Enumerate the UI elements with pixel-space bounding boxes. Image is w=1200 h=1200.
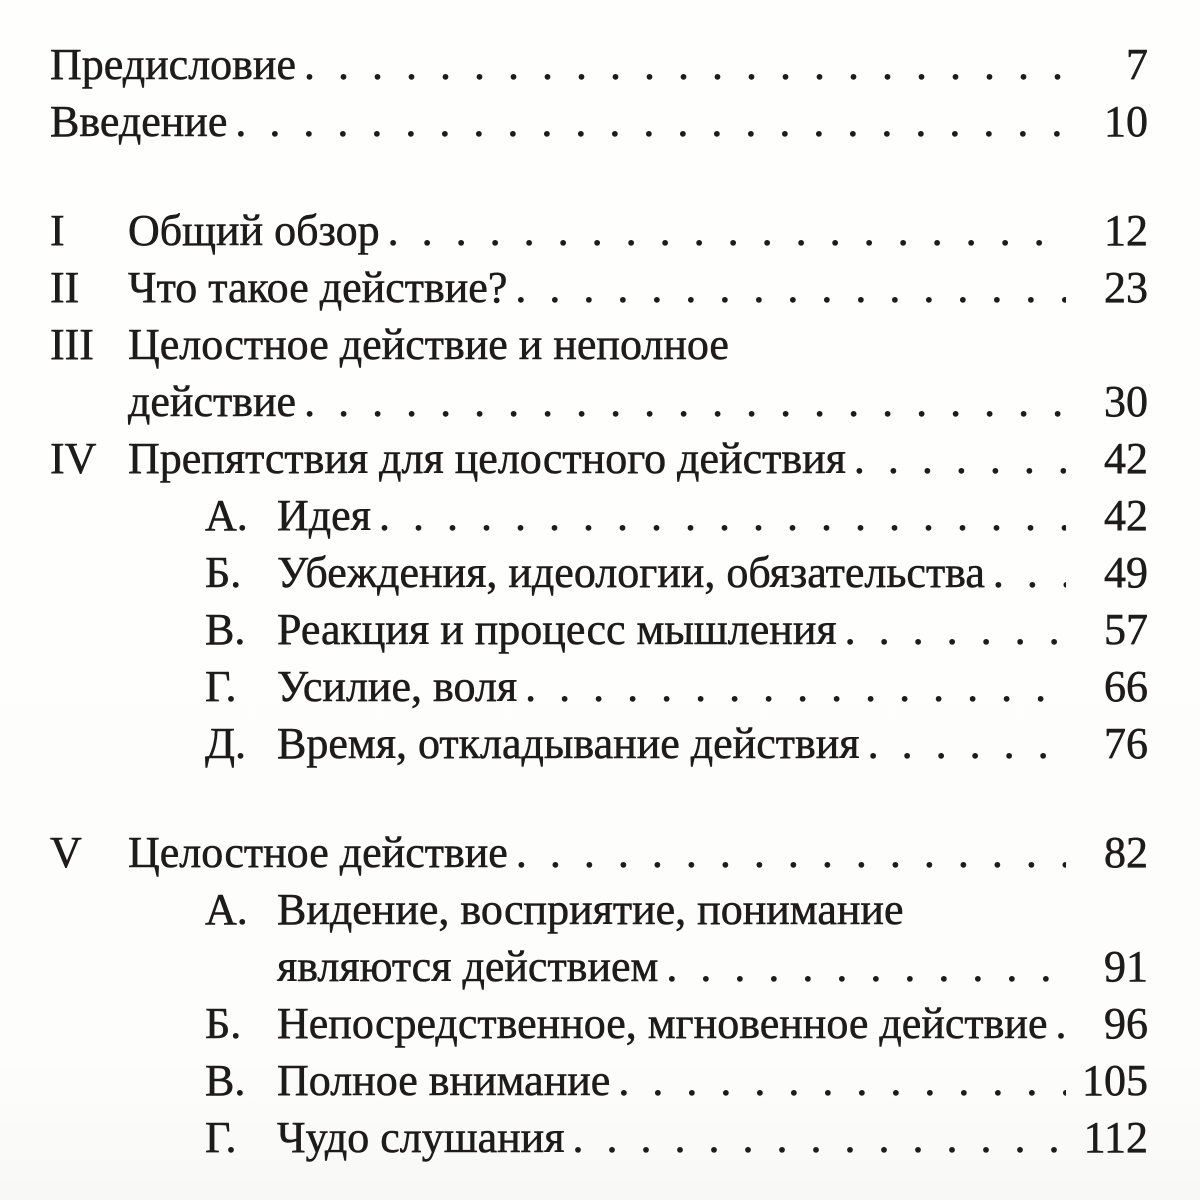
toc-row-ch4-d (50, 715, 1148, 772)
entry-title: Препятствия для целостного действия (128, 434, 846, 483)
toc-row-preface (50, 36, 1148, 93)
entry-title: Реакция и процесс мышления (277, 605, 837, 654)
page-number: 82 (1104, 828, 1148, 877)
toc-row-ch2 (50, 259, 1148, 316)
entry-title: Целостное действие (128, 828, 508, 877)
section-letter: Г. (205, 1113, 237, 1162)
dot-leader (854, 430, 1066, 487)
entry-title: Время, откладывание действия (277, 719, 860, 768)
page-number: 42 (1104, 434, 1148, 483)
dot-leader (304, 373, 1066, 430)
entry-title: Что такое действие? (128, 263, 508, 312)
page-number: 112 (1083, 1113, 1148, 1162)
page-number: 96 (1104, 999, 1148, 1048)
dot-leader (993, 544, 1066, 601)
toc-row-ch5-a-line1 (50, 881, 1148, 938)
page-number: 42 (1104, 491, 1148, 540)
page-number: 76 (1104, 719, 1148, 768)
chapter-numeral: II (50, 263, 80, 312)
chapter-numeral: I (50, 206, 65, 255)
section-letter: А. (205, 885, 248, 934)
toc-row-ch5-a-line2 (50, 938, 1148, 995)
toc-row-ch4-g (50, 658, 1148, 715)
section-gap (50, 150, 1148, 202)
toc-row-ch4-a (50, 487, 1148, 544)
entry-title: Общий обзор (128, 206, 380, 255)
entry-title: Видение, восприятие, понимание (277, 885, 904, 934)
dot-leader (1056, 995, 1067, 1052)
section-letter: Б. (205, 548, 242, 597)
section-letter: Б. (205, 999, 242, 1048)
dot-leader (868, 715, 1066, 772)
toc-row-ch4-v (50, 601, 1148, 658)
section-gap (50, 772, 1148, 824)
toc-row-ch5-g (50, 1109, 1148, 1166)
dot-leader (845, 601, 1066, 658)
entry-title: Усилие, воля (277, 662, 518, 711)
section-letter: А. (205, 491, 248, 540)
entry-title: действие (128, 377, 297, 426)
page-number: 23 (1104, 263, 1148, 312)
entry-title: Идея (277, 491, 371, 540)
entry-title: Целостное действие и неполное (128, 320, 729, 369)
chapter-numeral: V (50, 828, 82, 877)
dot-leader (516, 824, 1066, 881)
chapter-numeral: III (50, 320, 94, 369)
chapter-numeral: IV (50, 434, 97, 483)
toc-row-ch1 (50, 202, 1148, 259)
toc-row-ch5 (50, 824, 1148, 881)
entry-title: Убеждения, идеологии, обязательства (277, 548, 985, 597)
toc-row-ch4-b (50, 544, 1148, 601)
dot-leader (525, 658, 1066, 715)
dot-leader (666, 938, 1066, 995)
page-number: 57 (1104, 605, 1148, 654)
dot-leader (388, 202, 1066, 259)
dot-leader (235, 93, 1066, 150)
toc-row-ch5-b (50, 995, 1148, 1052)
entry-title: Введение (50, 97, 228, 146)
toc-row-ch3-line1 (50, 316, 1148, 373)
dot-leader (618, 1052, 1066, 1109)
entry-title: Предисловие (50, 40, 296, 89)
entry-title: являются действием (277, 942, 659, 991)
entry-title: Непосредственное, мгновенное действие (277, 999, 1048, 1048)
entry-title: Чудо слушания (277, 1113, 565, 1162)
dot-leader (379, 487, 1066, 544)
toc-row-ch3-line2 (50, 373, 1148, 430)
page-number: 7 (1126, 40, 1148, 89)
toc-row-ch5-v (50, 1052, 1148, 1109)
page-number: 105 (1082, 1056, 1148, 1105)
page-number: 91 (1104, 942, 1148, 991)
section-letter: Д. (205, 719, 247, 768)
page-number: 49 (1104, 548, 1148, 597)
dot-leader (304, 36, 1066, 93)
dot-leader (572, 1109, 1066, 1166)
section-letter: Г. (205, 662, 237, 711)
toc-row-introduction (50, 93, 1148, 150)
page-number: 66 (1104, 662, 1148, 711)
dot-leader (515, 259, 1066, 316)
page-number: 12 (1104, 206, 1148, 255)
section-letter: В. (205, 1056, 246, 1105)
toc-row-ch4 (50, 430, 1148, 487)
page-number: 30 (1104, 377, 1148, 426)
section-letter: В. (205, 605, 246, 654)
page-number: 10 (1104, 97, 1148, 146)
entry-title: Полное внимание (277, 1056, 611, 1105)
